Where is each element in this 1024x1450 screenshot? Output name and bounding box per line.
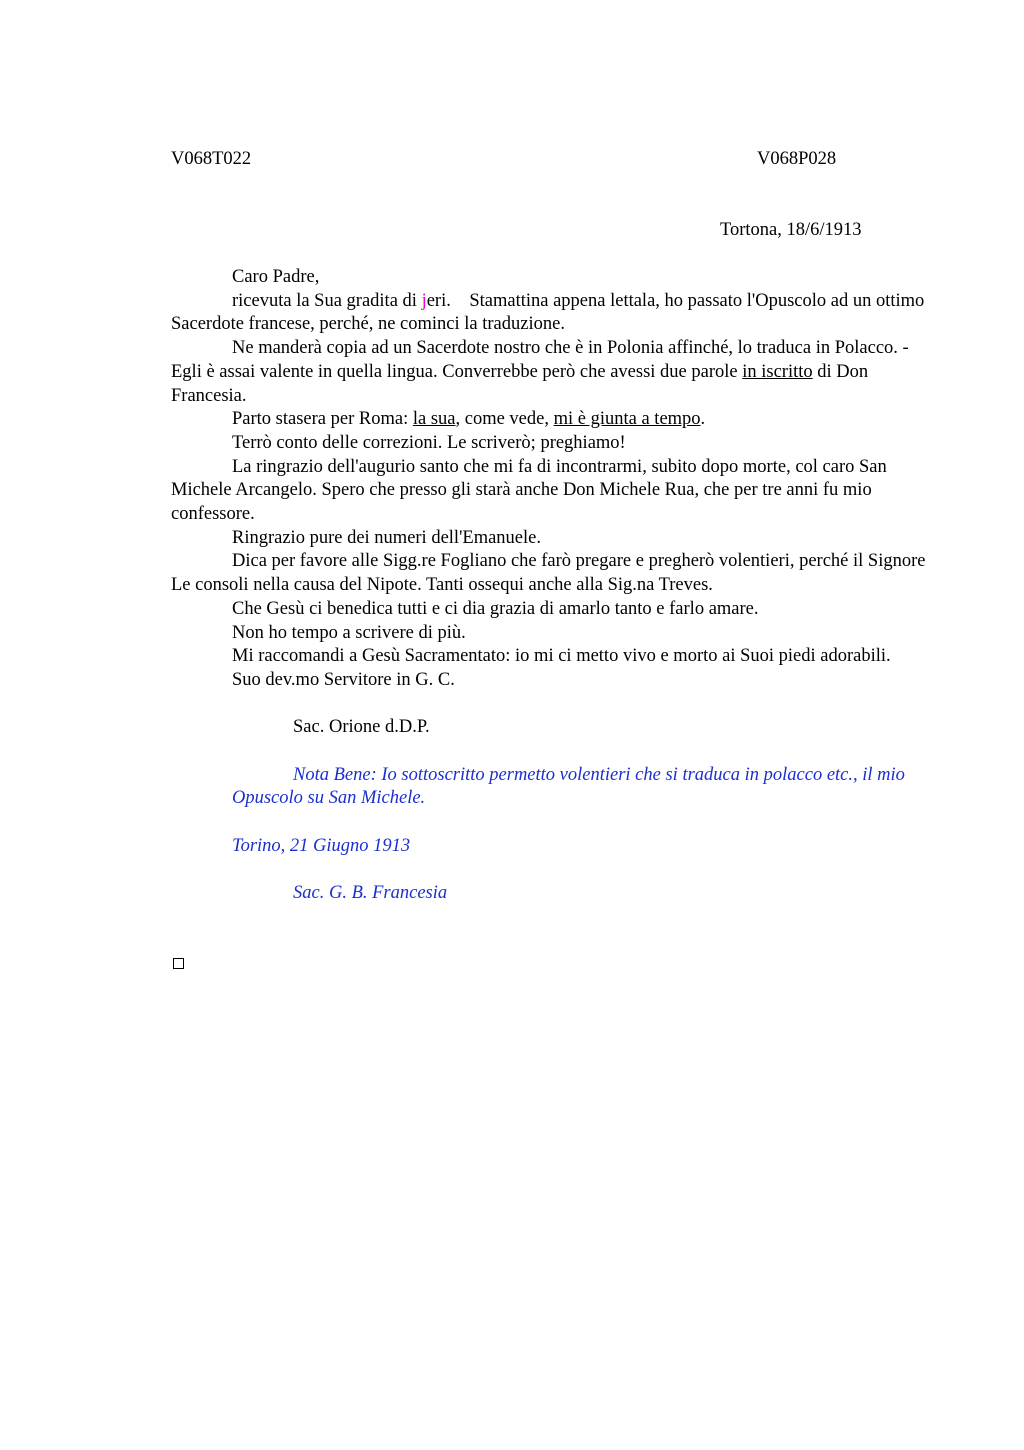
paragraph-1-text-b: eri. Stamattina appena lettala, ho passato l'Opuscolo ad un ottimo Sacerdote francese, perché, ne cominci la traduzione. <box>171 290 934 335</box>
paragraph-1-text-a: ricevuta la Sua gradita di <box>232 290 422 311</box>
spacer <box>171 740 931 764</box>
paragraph-2-text-b: di Don Francesia. <box>171 361 869 406</box>
paragraph-3-text-a: Parto stasera per Roma: <box>232 409 413 430</box>
letter-body <box>171 266 934 906</box>
paragraph-3-text-b: , come vede, <box>455 409 554 430</box>
salutation: Caro Padre, <box>232 267 320 287</box>
end-marker-square-icon <box>173 958 184 969</box>
underlined-phrase-giunta: mi è giunta a tempo <box>553 409 701 430</box>
paragraph-2-text-a: Ne manderà copia ad un Sacerdote nostro che è in Polonia affinché, lo traduca in Polacco. - Egli è assai valente in quella lingua. Converrebbe però che avessi due parole <box>171 338 909 382</box>
paragraph-3 <box>171 408 931 432</box>
paragraph-5: La ringrazio dell'augurio santo che mi fa di incontrarmi, subito dopo morte, col caro San Michele Arcangelo. Spero che presso gli starà anche Don Michele Rua, che per tre anni fu mio confessore. <box>171 456 887 525</box>
paragraph-1 <box>171 290 934 337</box>
paragraph-7: Dica per favore alle Sigg.re Fogliano che farò pregare e pregherò volentieri, perché il Signore Le consoli nella causa del Nipote. Tanti ossequi anche alla Sig.na Treves. <box>171 551 926 596</box>
letter-dateline: Tortona, 18/6/1913 <box>720 220 862 240</box>
paragraph-6: Ringrazio pure dei numeri dell'Emanuele. <box>232 527 541 548</box>
paragraph-2 <box>171 337 931 408</box>
spacer <box>171 811 931 835</box>
paragraph-10: Mi raccomandi a Gesù Sacramentato: io mi ci metto vivo e morto ai Suoi piedi adorabili. <box>232 646 891 667</box>
highlighted-letter: j <box>421 290 427 311</box>
closing: Suo dev.mo Servitore in G. C. <box>232 669 455 690</box>
underlined-phrase-la-sua: la sua <box>412 409 456 430</box>
paragraph-9: Non ho tempo a scrivere di più. <box>232 622 466 643</box>
paragraph-3-text-c: . <box>700 409 706 430</box>
paragraph-8: Che Gesù ci benedica tutti e ci dia grazia di amarlo tanto e farlo amare. <box>232 598 759 619</box>
signature-orione: Sac. Orione d.D.P. <box>293 717 430 738</box>
signature-francesia: Sac. G. B. Francesia <box>293 883 448 904</box>
spacer <box>171 693 931 717</box>
document-code-right: V068P028 <box>757 149 837 169</box>
underlined-phrase-in-iscritto: in iscritto <box>742 361 813 382</box>
nota-bene-place-date: Torino, 21 Giugno 1913 <box>232 835 411 856</box>
document-code-left: V068T022 <box>171 149 252 169</box>
paragraph-4: Terrò conto delle correzioni. Le scriverò; preghiamo! <box>232 432 626 453</box>
spacer <box>171 859 931 883</box>
nota-bene: Nota Bene: Io sottoscritto permetto volentieri che si traduca in polacco etc., il mio Opuscolo su San Michele. <box>232 764 905 809</box>
